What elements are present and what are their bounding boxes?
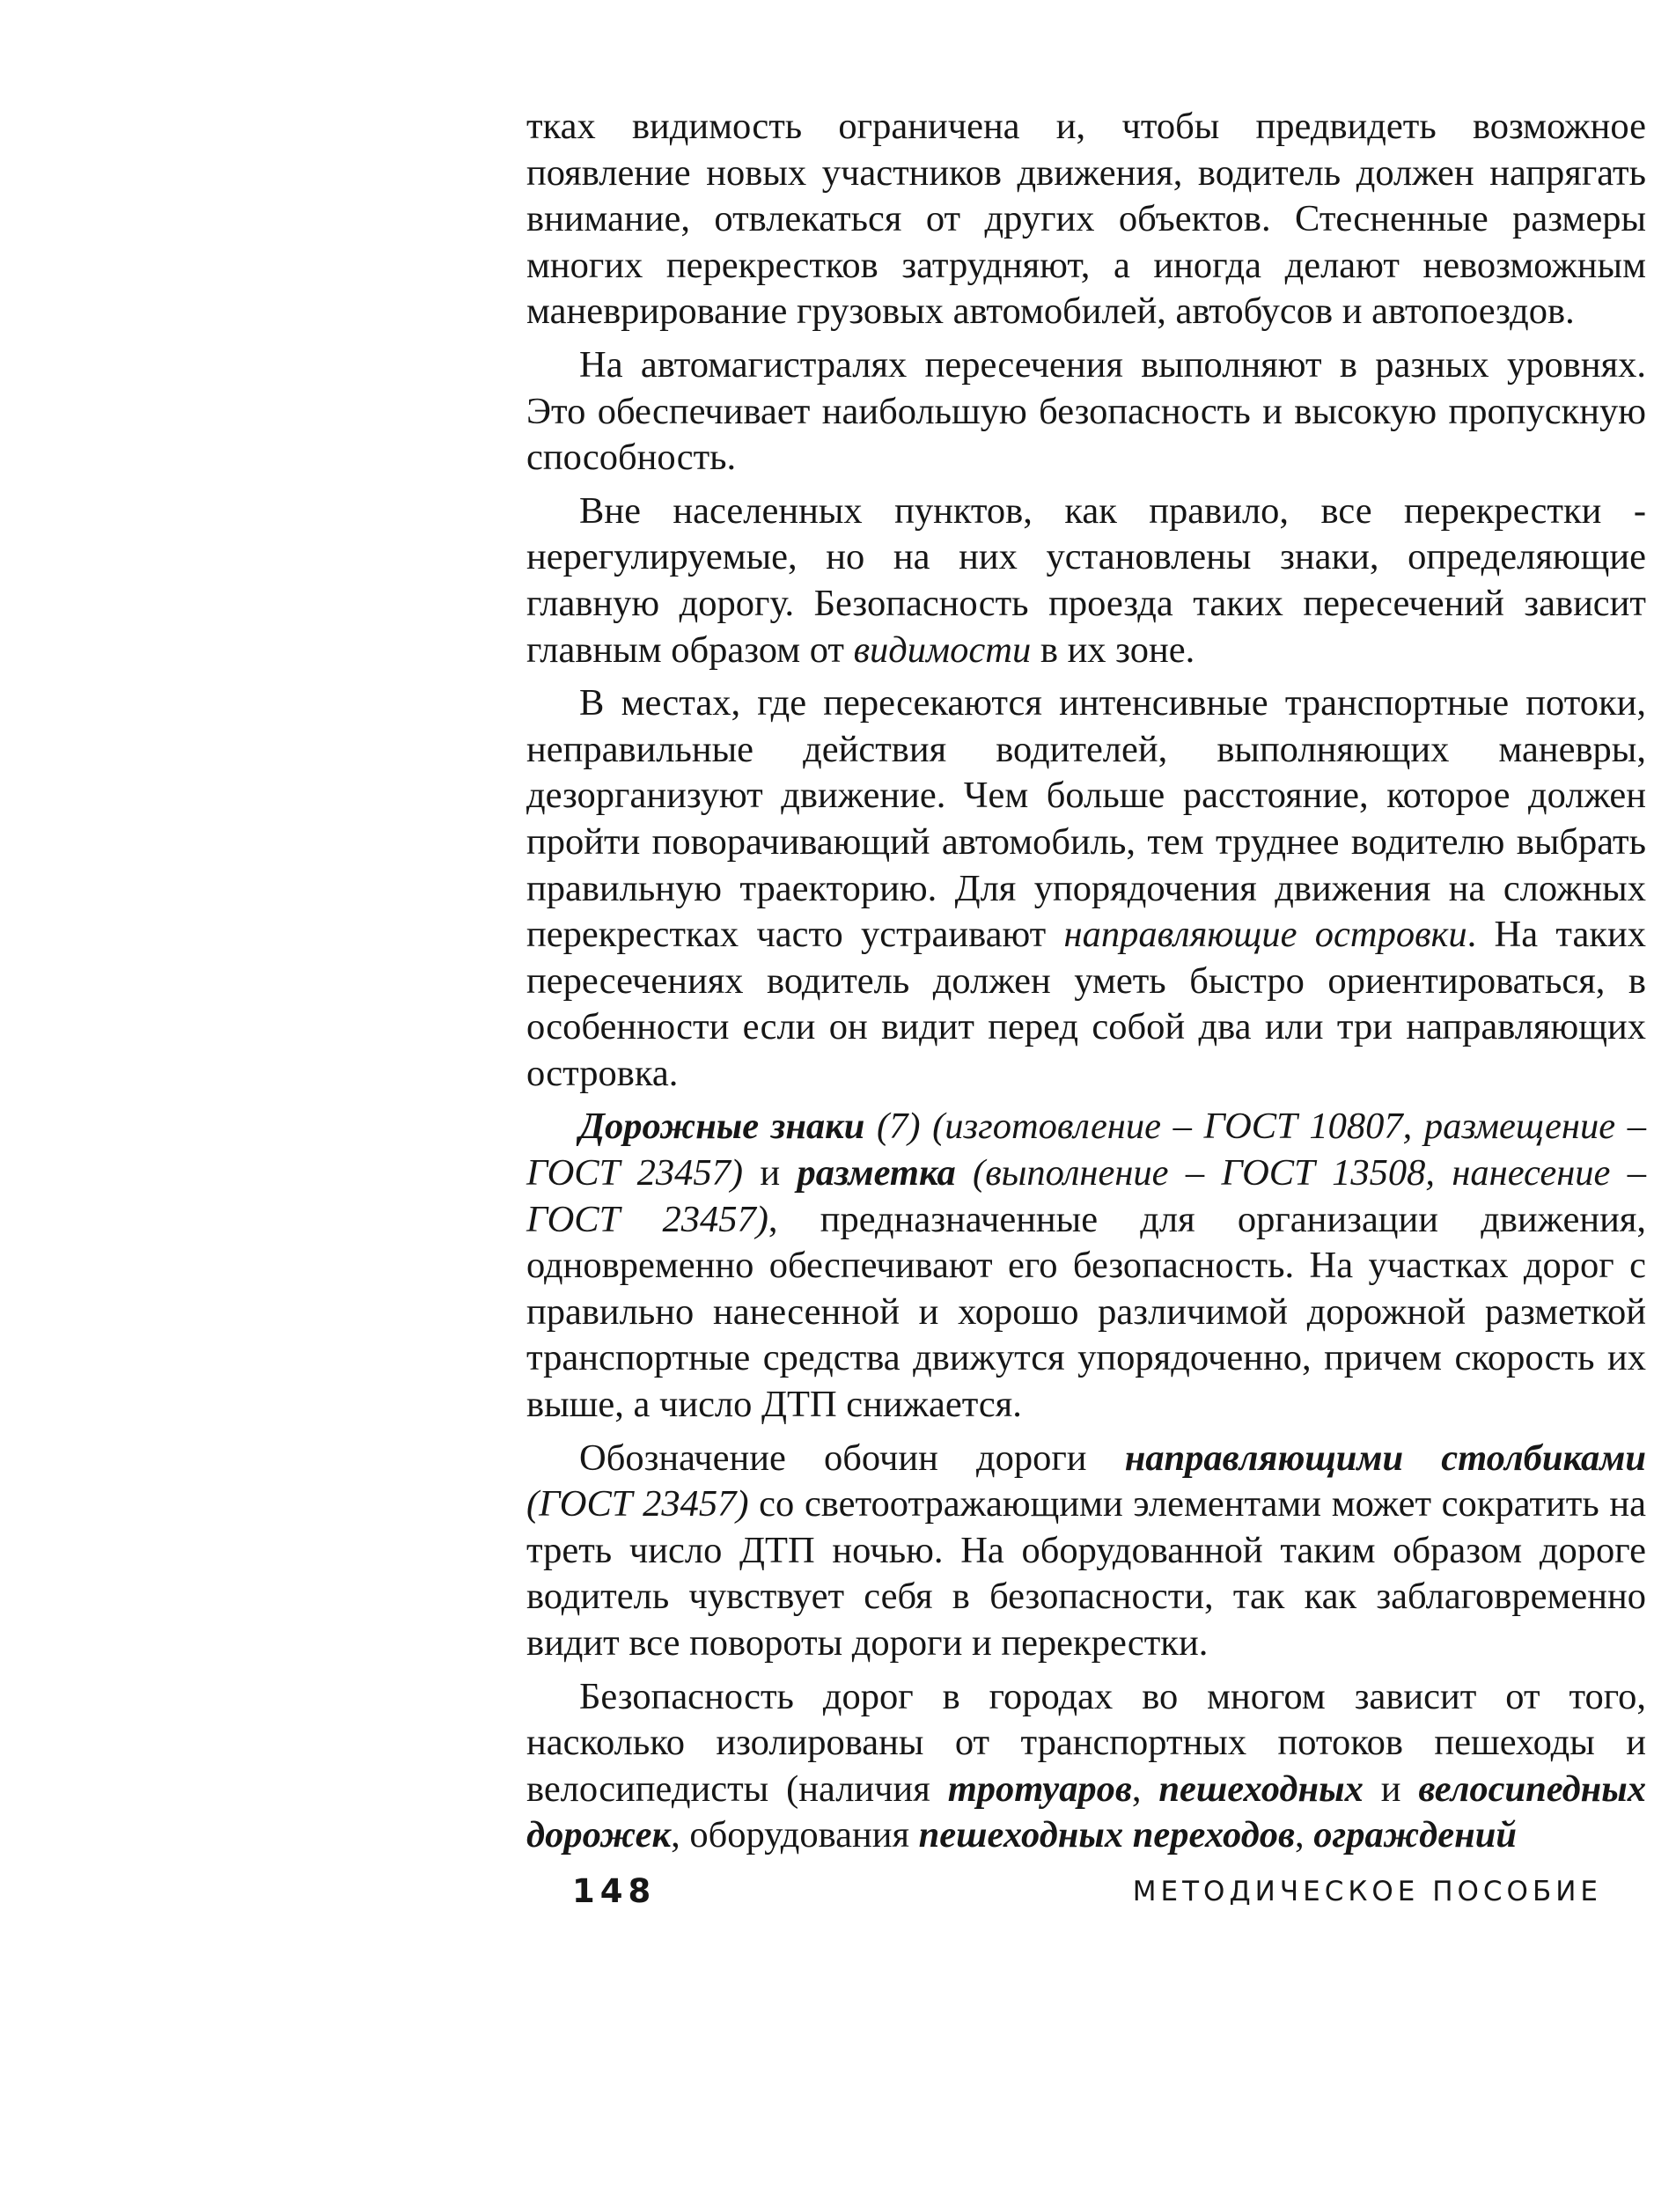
text-run: со светоотражающими элементами может сократить на треть число ДТП ночью. На оборудованной таким образом дороге водитель чувствует себя в безопасности, так как заблаговременно видит все повороты дороги и перекрестки. [526,1483,1646,1664]
text-run: тках видимость ограничена и, чтобы предвидеть возможное появление новых участников движения, водитель должен напрягать внимание, отвлекаться от других объектов. Стесненные размеры многих перекрестков затрудняют, а иногда делают невозможным маневрирование грузовых автомобилей, автобусов и автопоездов. [526,106,1646,333]
page-number: 148 [572,1872,657,1910]
bold-term: пешеходных [1158,1767,1364,1810]
text-run: Обозначение обочин дороги [579,1437,1125,1479]
text-run: В местах, где пересекаются интенсивные транспортные потоки, неправильные действия водителей, выполняющих маневры, дезорганизуют движение. Чем больше расстояние, которое должен пройти поворачивающий автомобиль, тем труднее водителю выбрать правильную траекторию. Для упорядочения движения на сложных перекрестках часто устраивают [526,682,1646,956]
bold-term: направляющими столбиками [1124,1437,1646,1479]
text-run: , предназначенные для организации движения, одновременно обеспечивают его безопасность. На участках дорог с правильно нанесенной и хорошо различимой дорожной разметкой транспортные средства движутся упорядоченно, причем скорость их выше, а число ДТП снижается. [526,1198,1646,1426]
text-run: в их зоне. [1031,628,1195,671]
italic-reference: (выполнение – ГОСТ 13508, нанесение – ГОСТ 23457) [526,1152,1646,1240]
text-run: . На таких пересечениях водитель должен уметь быстро ориентироваться, в особенности если он видит перед собой два или три направляющих островка. [526,914,1646,1094]
bold-term: тротуаров [947,1767,1132,1810]
running-title: МЕТОДИЧЕСКОЕ ПОСОБИЕ [1132,1876,1602,1907]
text-run: и [743,1152,798,1194]
paragraph [526,104,1646,335]
italic-term: видимости [853,628,1032,671]
text-run: На автомагистралях пересечения выполняют в разных уровнях. Это обеспечивает наибольшую безопасность и высокую пропускную способность. [526,343,1646,479]
text-run: , [1295,1814,1314,1856]
paragraph [526,680,1646,1097]
bold-term: велосипедных дорожек [526,1767,1647,1856]
text-run: и [1363,1767,1419,1810]
bold-term: ограждений [1313,1814,1518,1856]
italic-reference: (ГОСТ 23457) [526,1483,749,1525]
text-run: , [1131,1767,1159,1810]
bold-term: пешеходных переходов [918,1814,1296,1856]
body-text [526,104,1646,1859]
italic-term: направляющие островки [1063,914,1467,956]
paragraph [526,489,1646,673]
paragraph [526,342,1646,481]
paragraph [526,1436,1646,1667]
paragraph [526,1674,1646,1859]
text-run: Безопасность дорог в городах во многом зависит от того, насколько изолированы от транспортных потоков пешеходы и велосипедисты (наличия [526,1675,1646,1810]
italic-reference: (7) (изготовление – ГОСТ 10807, размещение – ГОСТ 23457) [526,1106,1646,1194]
bold-term: Дорожные знаки [579,1106,865,1148]
text-run: , оборудования [671,1814,919,1856]
page-footer [572,1872,1602,1916]
text-run: Вне населенных пунктов, как правило, все перекрестки - нерегулируемые, но на них установлены знаки, определяющие главную дорогу. Безопасность проезда таких пересечений зависит главным образом от [526,489,1646,671]
bold-term: разметка [797,1152,956,1194]
paragraph [526,1104,1646,1428]
